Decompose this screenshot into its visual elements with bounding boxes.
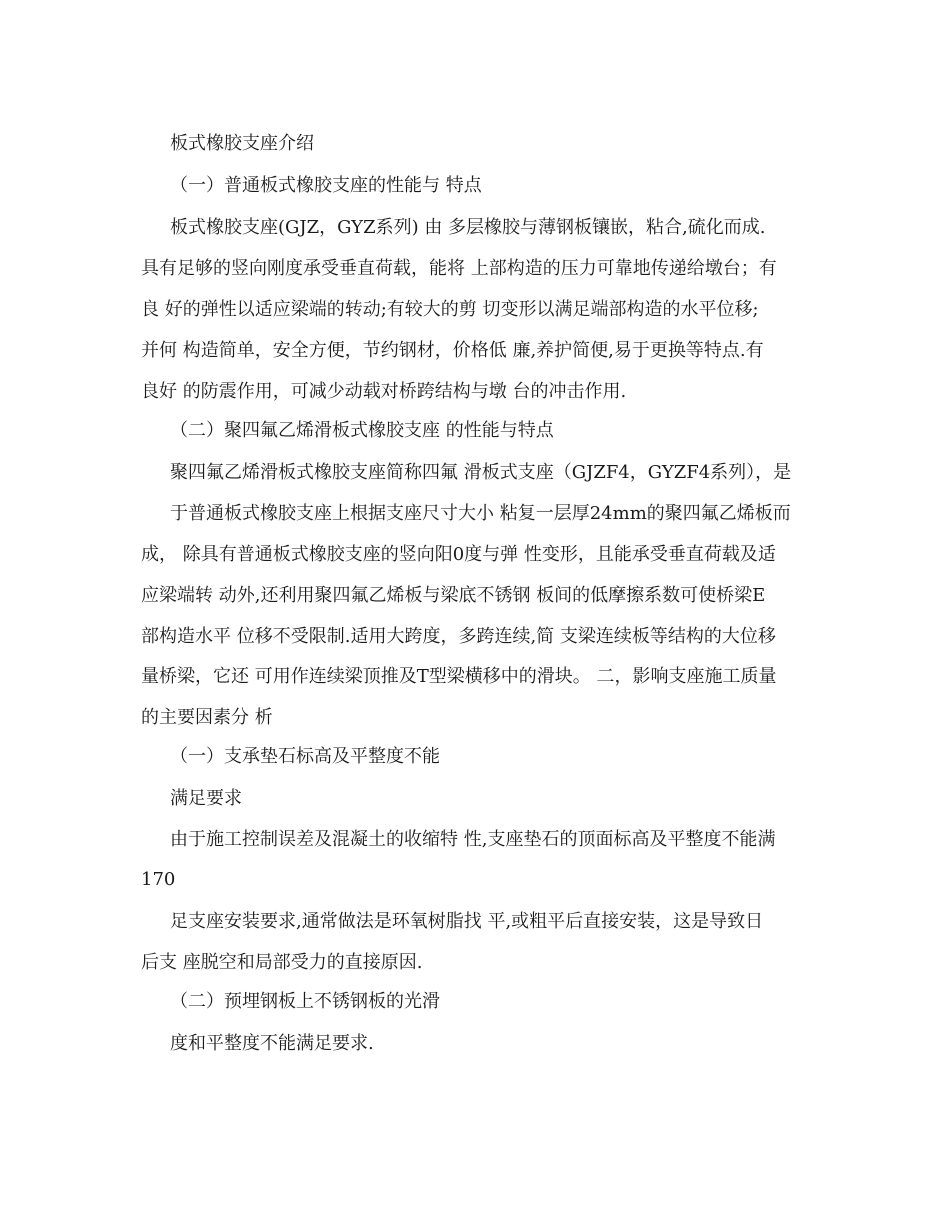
paragraph-line: 板式橡胶支座(GJZ，GYZ系列) 由 多层橡胶与薄钢板镶嵌，粘合,硫化而成. <box>170 217 766 238</box>
paragraph-line: 由于施工控制误差及混凝土的收缩特 性,支座垫石的顶面标高及平整度不能满 <box>170 829 776 850</box>
paragraph-line: 良好 的防震作用，可减少动载对桥跨结构与墩 台的冲击作用. <box>141 381 627 402</box>
paragraph-line: 聚四氟乙烯滑板式橡胶支座简称四氟 滑板式支座（GJZF4，GYZF4系列），是 <box>170 462 792 483</box>
paragraph-line: 度和平整度不能满足要求. <box>170 1033 374 1054</box>
section-heading: （一）支承垫石标高及平整度不能 <box>170 746 440 767</box>
paragraph-line: 并何 构造简单，安全方便，节约钢材，价格低 廉,养护简便,易于更换等特点.有 <box>141 340 764 361</box>
paragraph-line: 后支 座脱空和局部受力的直接原因. <box>141 952 423 973</box>
paragraph-line: 应梁端转 动外,还利用聚四氟乙烯板与梁底不锈钢 板间的低摩擦系数可使桥梁E <box>141 585 766 606</box>
section-heading: （二）聚四氟乙烯滑板式橡胶支座 的性能与特点 <box>170 420 554 441</box>
section-heading: （一）普通板式橡胶支座的性能与 特点 <box>170 175 482 196</box>
document-title: 板式橡胶支座介绍 <box>170 133 314 154</box>
paragraph-line: 具有足够的竖向刚度承受垂直荷载，能将 上部构造的压力可靠地传递给墩台；有 <box>141 258 777 279</box>
section-heading: （二）预埋钢板上不锈钢板的光滑 <box>170 991 440 1012</box>
paragraph-line: 量桥梁，它还 可用作连续梁顶推及T型梁横移中的滑块。 二，影响支座施工质量 <box>141 666 777 687</box>
paragraph-line: 的主要因素分 析 <box>141 707 273 728</box>
paragraph-line: 成， 除具有普通板式橡胶支座的竖向阳0度与弹 性变形，且能承受垂直荷载及适 <box>141 544 776 565</box>
paragraph-line: 满足要求 <box>170 788 242 809</box>
paragraph-line: 于普通板式橡胶支座上根据支座尺寸大小 粘复一层厚24mm的聚四氟乙烯板而 <box>170 503 791 524</box>
paragraph-line: 足支座安装要求,通常做法是环氧树脂找 平,或粗平后直接安装，这是导致日 <box>170 911 764 932</box>
paragraph-line: 部构造水平 位移不受限制.适用大跨度，多跨连续,简 支梁连续板等结构的大位移 <box>141 626 776 647</box>
page-number: 170 <box>141 869 176 890</box>
paragraph-line: 良 好的弹性以适应梁端的转动;有较大的剪 切变形以满足端部构造的水平位移; <box>141 299 759 320</box>
